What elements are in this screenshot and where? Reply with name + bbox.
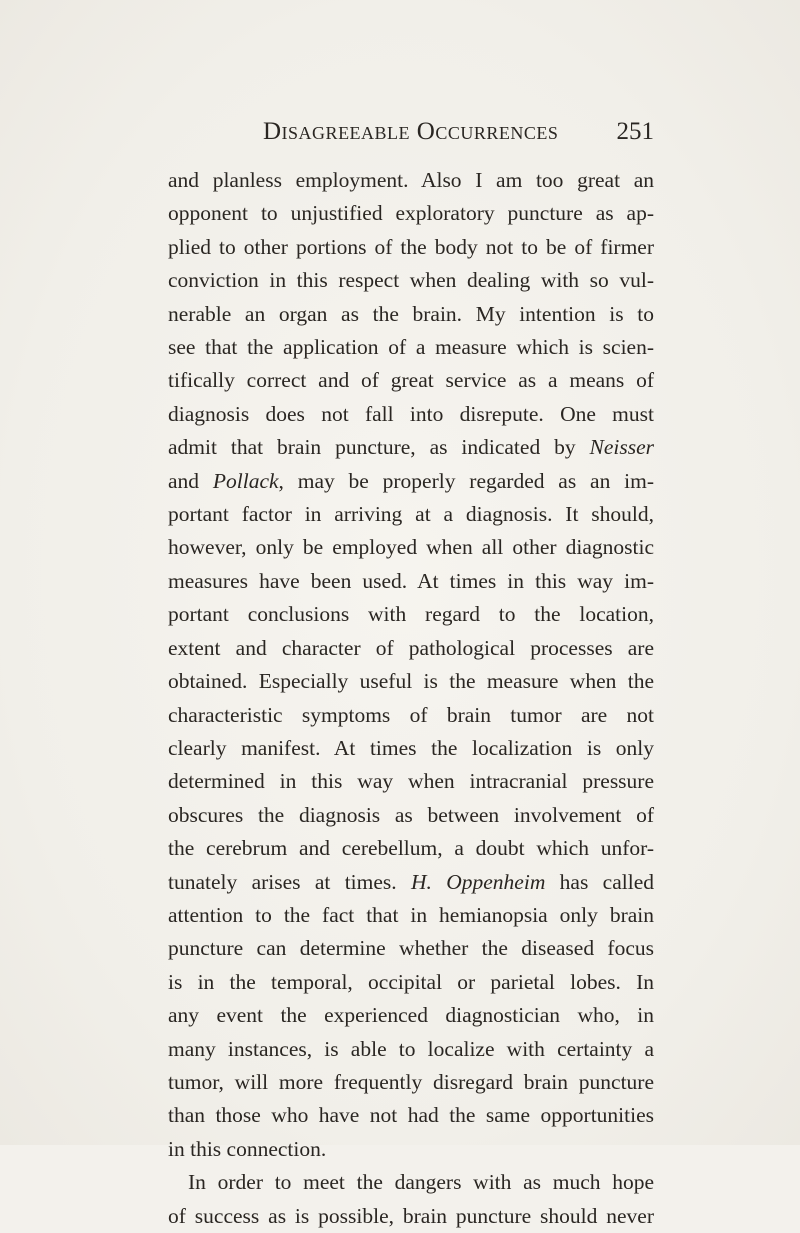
text-line: admit that brain puncture, as indicated by Neisser <box>168 435 654 460</box>
text-line: measures have been used. At times in this way im- <box>168 568 654 593</box>
text-line: is in the temporal, occipital or parietal lobes. In <box>168 969 654 994</box>
author-name-pollack: Pollack <box>212 468 279 493</box>
running-head <box>168 118 654 152</box>
text-line: nerable an organ as the brain. My intention is to <box>168 301 654 326</box>
text-line: the cerebrum and cerebellum, a doubt which unfor- <box>168 836 654 861</box>
text-line: obtained. Especially useful is the measure when the <box>168 669 654 694</box>
text-line: opponent to unjustified exploratory puncture as ap- <box>168 201 654 226</box>
text-line: tifically correct and of great service as a means of <box>168 368 654 393</box>
text-line: plied to other portions of the body not to be of firmer <box>168 234 654 259</box>
text-line: portant factor in arriving at a diagnosis. It should, <box>168 502 654 527</box>
text-line: and Pollack, may be properly regarded as an im- <box>168 468 654 493</box>
text-line: attention to the fact that in hemianopsia only brain <box>168 902 654 927</box>
text-line: clearly manifest. At times the localization is only <box>168 735 654 760</box>
paragraph-start-line: In order to meet the dangers with as much hope <box>188 1170 654 1195</box>
text-line: than those who have not had the same opportunities <box>168 1103 654 1128</box>
page-number: 251 <box>616 118 654 145</box>
text-line: in this connection. <box>168 1136 327 1161</box>
author-name-oppenheim: H. Oppenheim <box>411 869 546 894</box>
text-line: extent and character of pathological processes are <box>168 635 654 660</box>
text-line: many instances, is able to localize with certainty a <box>168 1036 654 1061</box>
text-line: diagnosis does not fall into disrepute. One must <box>168 401 654 426</box>
text-line: obscures the diagnosis as between involvement of <box>168 802 654 827</box>
author-name-neisser: Neisser <box>589 435 654 460</box>
text-line: any event the experienced diagnostician who, in <box>168 1003 654 1028</box>
text-line: see that the application of a measure which is scien- <box>168 335 654 360</box>
text-line: puncture can determine whether the diseased focus <box>168 936 654 961</box>
chapter-title: Disagreeable Occurrences <box>263 118 559 145</box>
text-line: and planless employment. Also I am too great an <box>168 168 654 192</box>
text-line: determined in this way when intracranial pressure <box>168 769 654 794</box>
text-line: of success as is possible, brain puncture should never <box>168 1203 654 1228</box>
text-line: tunately arises at times. H. Oppenheim has called <box>168 869 654 894</box>
text-line: portant conclusions with regard to the location, <box>168 602 654 627</box>
text-line: however, only be employed when all other diagnostic <box>168 535 654 560</box>
text-line: tumor, will more frequently disregard brain puncture <box>168 1069 654 1094</box>
text-line: conviction in this respect when dealing with so vul- <box>168 268 654 293</box>
body-text <box>168 164 654 1233</box>
text-line: characteristic symptoms of brain tumor are not <box>168 702 654 727</box>
